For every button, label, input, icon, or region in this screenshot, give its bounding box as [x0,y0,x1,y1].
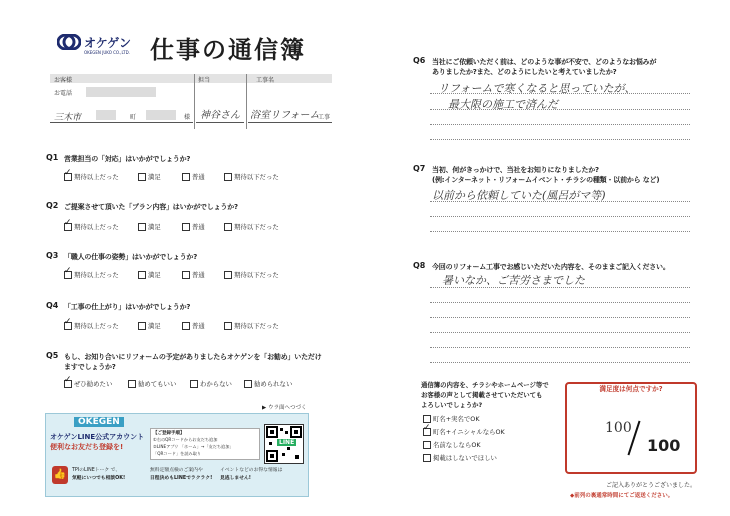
project-label: 工事名 [256,77,275,84]
q3-option-3[interactable]: 普通 [182,270,205,279]
step-2: ②LINEアプリ 「ホーム」→「友だち追加」 [153,444,234,449]
q6-number: Q6 [413,56,426,65]
customer-info-block [50,74,332,129]
q1-number: Q1 [46,153,59,162]
q6-line-2 [430,109,690,110]
q8-line-3 [430,317,690,318]
qr-code[interactable] [264,424,304,464]
phone-label: お電話 [54,90,73,97]
q4-number: Q4 [46,301,59,310]
return-note: ◆前列の裏通常時間にてご返送ください。 [570,493,674,499]
staff-name: 神谷さん [200,110,240,121]
town-redacted [96,110,116,120]
customer-city: 三木市 [54,113,82,123]
q7-text-line1: 当初、何がきっかけで、当社をお知りになりましたか? [432,166,599,174]
town-label: 町 [130,114,137,121]
q3-option-1[interactable]: ✓ 期待以上だった [64,270,119,279]
q7-line-2 [430,216,690,217]
q1-option-3[interactable]: 普通 [182,172,205,181]
step-1: ①右のQRコードからお友だち追加 [153,437,218,442]
q5-option-3[interactable]: わからない [190,379,232,388]
q6-line-1 [430,93,690,94]
q1-options [64,172,324,182]
q6-answer-line1: リフォームで寒くなると思っていたが、 [438,82,636,95]
q3-option-4[interactable]: 期待以下だった [224,270,279,279]
publish-option-2[interactable]: ✓ 町名+イニシャルならOK [423,427,505,436]
score-box [565,382,697,474]
publish-text-line2: お客様の声として掲載させていただいても [421,391,543,399]
q1-option-1[interactable]: ✓ 期待以上だった [64,172,119,181]
q5-options [64,379,324,389]
q8-answer: 暑いなか、ご苦労さまでした [442,274,585,287]
line-banner-title1: オケゲンLINE公式アカウント [50,433,145,441]
q5-text-line1: もし、お知り合いにリフォームの予定がありましたらオケゲンを「お勧め」いただけ [64,353,322,361]
q5-option-2[interactable]: 勧めてもいい [128,379,176,388]
q5-text-line2: ますでしょうか? [64,363,116,371]
publish-option-3[interactable]: 名前なしならOK [423,440,481,449]
q8-line-4 [430,332,690,333]
q4-text: 「工事の仕上がり」はいかがでしょうか? [64,303,191,311]
thanks-text: ご記入ありがとうございました。 [606,482,697,489]
q2-options [64,222,324,232]
q6-text-line1: 当社にご依頼いただく前は、どのような事が不安で、どのようなお悩みが [432,58,657,66]
q8-line-1 [430,287,690,288]
q3-number: Q3 [46,251,59,260]
q6-line-4 [430,139,690,140]
staff-label: 担当 [198,77,211,84]
company-logo [57,34,81,50]
q2-number: Q2 [46,201,59,210]
brand-subtitle: OKEGEN JUKO CO.,LTD. [84,50,130,55]
q6-line-3 [430,124,690,125]
q2-option-3[interactable]: 普通 [182,222,205,231]
q2-option-1[interactable]: ✓ 期待以上だった [64,222,119,231]
q8-line-6 [430,362,690,363]
q4-options [64,321,324,331]
q2-option-4[interactable]: 期待以下だった [224,222,279,231]
q6-answer-line2: 最大限の施工で済んだ [448,98,558,111]
q4-option-3[interactable]: 普通 [182,321,205,330]
publish-text-line1: 通信簿の内容を、チラシやホームページ等で [421,381,549,389]
col2-line1: 無料定額点検のご案内や [150,468,203,473]
line-banner [45,413,309,497]
step-3: 「QRコード」を読み取り [153,451,202,456]
col3-line2: 見逃しません! [220,476,251,481]
page-title: 仕事の通信簿 [150,36,306,64]
score-title: 満足度は何点ですか? [599,385,663,393]
publish-option-1[interactable]: 町名+実名でOK [423,414,480,423]
publish-text-line3: よろしいでしょうか? [421,401,483,409]
arrow-icon: ▶ [262,405,267,411]
q2-text: ご提案させて頂いた「プラン内容」はいかがでしょうか? [64,203,238,211]
line-qr-label: LINE [279,439,295,446]
customer-label: お客様 [54,77,73,84]
steps-title: 【ご登録手順】 [153,431,185,436]
q5-number: Q5 [46,351,59,360]
q7-text-line2: (例:インターネット・リフォームイベント・チラシの種類・以前から など) [432,176,660,184]
q5-option-1[interactable]: ✓ ぜひ勧めたい [64,379,112,388]
q7-line-1 [430,201,690,202]
q7-number: Q7 [413,164,426,173]
col1-line2: 気軽にいつでも相談OK! [72,476,126,481]
back-page-note: ▶ ウラ面へつづく [262,405,307,411]
q7-line-3 [430,231,690,232]
q8-line-2 [430,302,690,303]
q4-option-1[interactable]: ✓ 期待以上だった [64,321,119,330]
project-name: 浴室リフォーム [250,110,320,121]
q6-text-line2: ありましたか?また、どのようにしたいと考えていましたか? [432,68,617,76]
line-banner-title2: 便利なお友だち登録を! [50,443,124,451]
okegen-tag: OKEGEN [74,417,124,427]
score-total: 100 [647,436,681,455]
q3-options [64,270,324,280]
col2-line2: 日程決めもLINEでラクラク! [150,476,213,481]
q1-option-2[interactable]: 満足 [138,172,161,181]
publish-option-4[interactable]: 掲載はしないでほしい [423,453,497,462]
thumbs-up-icon: 👍 [52,466,68,484]
col1-line1: TPIのLINEトーク で、 [72,468,121,473]
koji-label: 工事 [318,114,331,121]
q1-option-4[interactable]: 期待以下だった [224,172,279,181]
score-given: 100 [605,420,632,436]
name-redacted [146,110,176,120]
q8-line-5 [430,347,690,348]
q2-option-2[interactable]: 満足 [138,222,161,231]
publish-section [421,380,561,490]
q1-text: 営業担当の「対応」はいかがでしょうか? [64,155,191,163]
col3-line1: イベントなどのお得な情報は [220,468,283,473]
q3-text: 「職人の仕事の姿勢」はいかがでしょうか? [64,253,198,261]
q3-option-2[interactable]: 満足 [138,270,161,279]
q5-option-4[interactable]: 勧められない [244,379,292,388]
q7-answer: 以前から依頼していた(風呂がマ等) [432,189,606,202]
q8-number: Q8 [413,261,426,270]
steps-box [150,428,260,460]
q4-option-2[interactable]: 満足 [138,321,161,330]
brand-name: オケゲン [84,36,132,50]
q4-option-4[interactable]: 期待以下だった [224,321,279,330]
sama-label: 様 [184,114,191,121]
phone-redacted [86,87,156,97]
q8-text: 今回のリフォーム工事でお感じいただいた内容を、そのままご記入ください。 [432,263,670,271]
